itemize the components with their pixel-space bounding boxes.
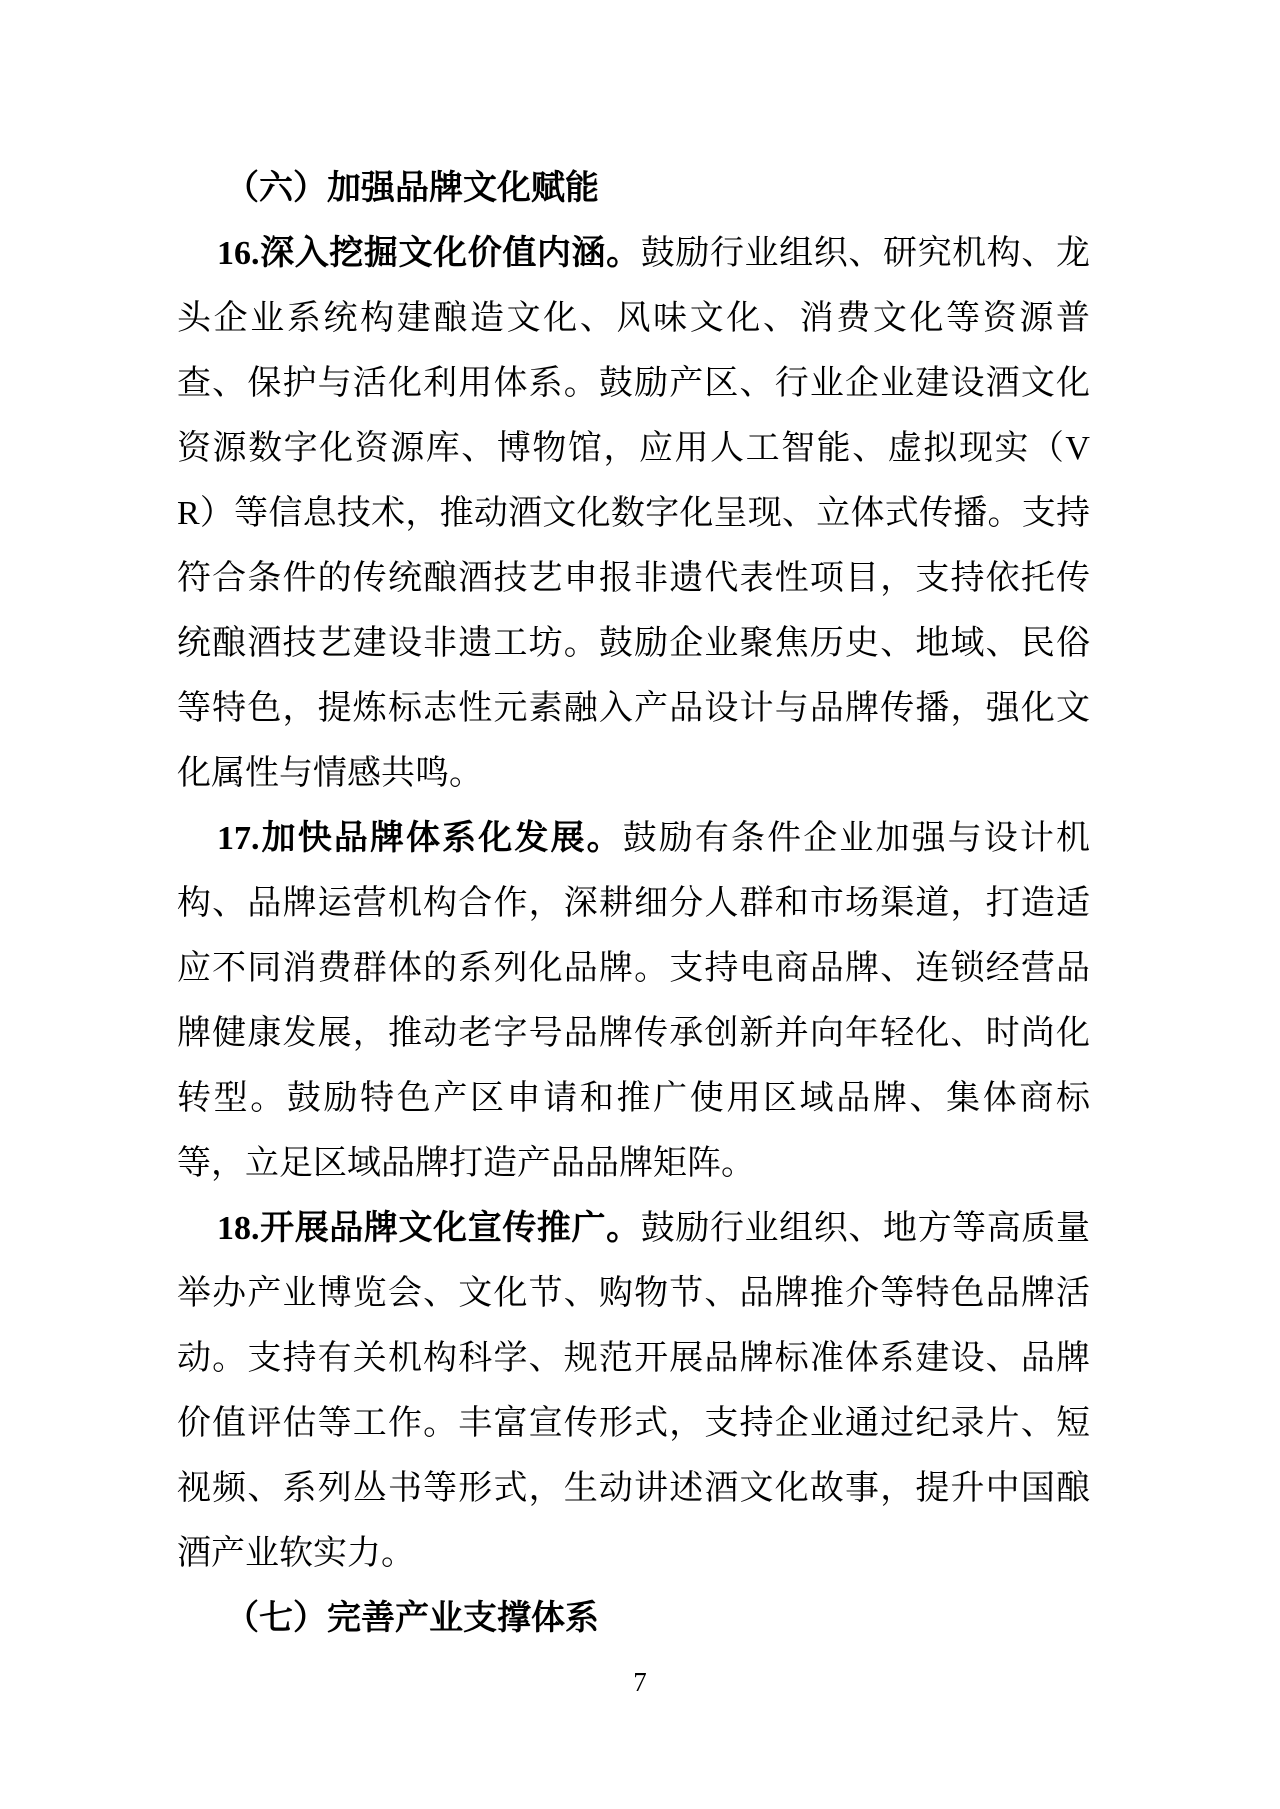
document-body	[177, 156, 1090, 1651]
paragraph-17-lead: 17.加快品牌体系化发展。	[217, 820, 623, 857]
section-heading-seven: （七）完善产业支撑体系	[225, 1600, 599, 1637]
paragraph-18	[177, 1196, 1090, 1586]
paragraph-16-body: 鼓励行业组织、研究机构、龙头企业系统构建酿造文化、风味文化、消费文化等资源普查、保护与活化利用体系。鼓励产区、行业企业建设酒文化资源数字化资源库、博物馆，应用人工智能、虚拟现实（VR）等信息技术，推动酒文化数字化呈现、立体式传播。支持符合条件的传统酿酒技艺申报非遗代表性项目，支持依托传统酿酒技艺建设非遗工坊。鼓励企业聚焦历史、地域、民俗等特色，提炼标志性元素融入产品设计与品牌传播，强化文化属性与情感共鸣。	[177, 235, 1090, 792]
paragraph-18-body: 鼓励行业组织、地方等高质量举办产业博览会、文化节、购物节、品牌推介等特色品牌活动。支持有关机构科学、规范开展品牌标准体系建设、品牌价值评估等工作。丰富宣传形式，支持企业通过纪录片、短视频、系列丛书等形式，生动讲述酒文化故事，提升中国酿酒产业软实力。	[177, 1210, 1090, 1572]
paragraph-17	[177, 806, 1090, 1196]
section-heading-six: （六）加强品牌文化赋能	[225, 170, 599, 207]
paragraph-16	[177, 221, 1090, 806]
paragraph-17-body: 鼓励有条件企业加强与设计机构、品牌运营机构合作，深耕细分人群和市场渠道，打造适应不同消费群体的系列化品牌。支持电商品牌、连锁经营品牌健康发展，推动老字号品牌传承创新并向年轻化、时尚化转型。鼓励特色产区申请和推广使用区域品牌、集体商标等，立足区域品牌打造产品品牌矩阵。	[177, 820, 1091, 1182]
paragraph-18-lead: 18.开展品牌文化宣传推广。	[217, 1210, 641, 1247]
paragraph-16-lead: 16.深入挖掘文化价值内涵。	[217, 235, 641, 272]
page-number: 7	[633, 1667, 647, 1697]
